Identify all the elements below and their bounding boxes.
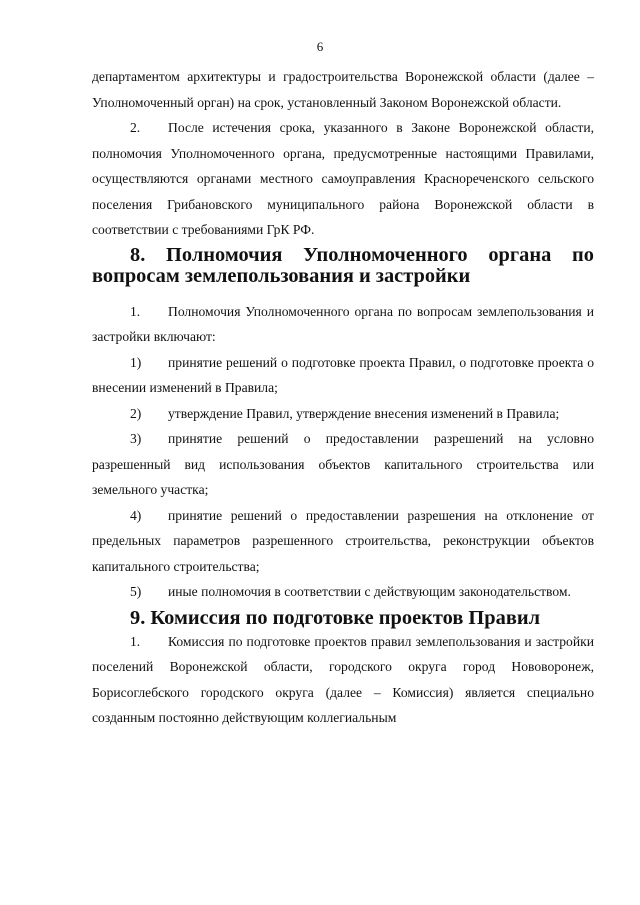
list-item-number: 5) — [130, 584, 142, 599]
list-item-number: 4) — [130, 507, 142, 523]
list-item — [92, 503, 594, 580]
paragraph-text: После истечения срока, указанного в Законе Воронежской области, полномочия Уполномоченного органа, предусмотренные настоящими Правилами, осуществляются органами местного самоуправления Краснореченского сельского поселения Грибановского муниципального района Воронежской области в соответствии с требованиями ГрК РФ. — [92, 120, 594, 237]
list-item-text: принятие решений о предоставлении разрешений на условно разрешенный вид использования объектов капитального строительства или земельного участка; — [92, 431, 594, 497]
page-number: 6 — [316, 39, 324, 54]
list-item-text: иные полномочия в соответствии с действующим законодательством. — [168, 584, 571, 599]
section-8-intro — [92, 299, 594, 350]
list-item — [92, 579, 594, 605]
list-item-text: принятие решений о подготовке проекта Правил, о подготовке проекта о внесении изменений в Правила; — [92, 354, 594, 395]
paragraph-text: Полномочия Уполномоченного органа по вопросам землепользования и застройки включают: — [92, 303, 594, 344]
section-8-heading: 8. Полномочия Уполномоченного органа по вопросам землепользования и застройки — [92, 243, 594, 287]
section-9-heading: 9. Комиссия по подготовке проектов Правил — [130, 606, 541, 629]
paragraph-text: Комиссия по подготовке проектов правил землепользования и застройки поселений Воронежской области, городского округа город Нововоронеж, Борисоглебского городского округа (далее – Комиссия) является специально созданным постоянно действующим коллегиальным — [92, 633, 594, 725]
paragraph-number: 1. — [130, 633, 141, 649]
paragraph-number: 2. — [130, 120, 141, 135]
list-item-number: 1) — [130, 354, 142, 370]
list-item-text: принятие решений о предоставлении разрешения на отклонение от предельных параметров разрешенного строительства, реконструкции объектов капитального строительства; — [92, 507, 594, 574]
list-item — [92, 401, 594, 427]
paragraph-continued: департаментом архитектуры и градостроительства Воронежской области (далее – Уполномоченный орган) на срок, установленный Законом Воронежской области. — [92, 69, 594, 110]
list-item — [92, 426, 594, 503]
section-9-paragraph-1 — [92, 629, 594, 731]
list-item — [92, 350, 594, 401]
list-item-number: 2) — [130, 405, 142, 421]
paragraph-number: 1. — [130, 303, 141, 319]
list-item-text: утверждение Правил, утверждение внесения изменений в Правила; — [168, 405, 560, 421]
paragraph-2 — [92, 115, 594, 243]
document-body — [92, 64, 594, 731]
list-item-number: 3) — [130, 431, 142, 446]
